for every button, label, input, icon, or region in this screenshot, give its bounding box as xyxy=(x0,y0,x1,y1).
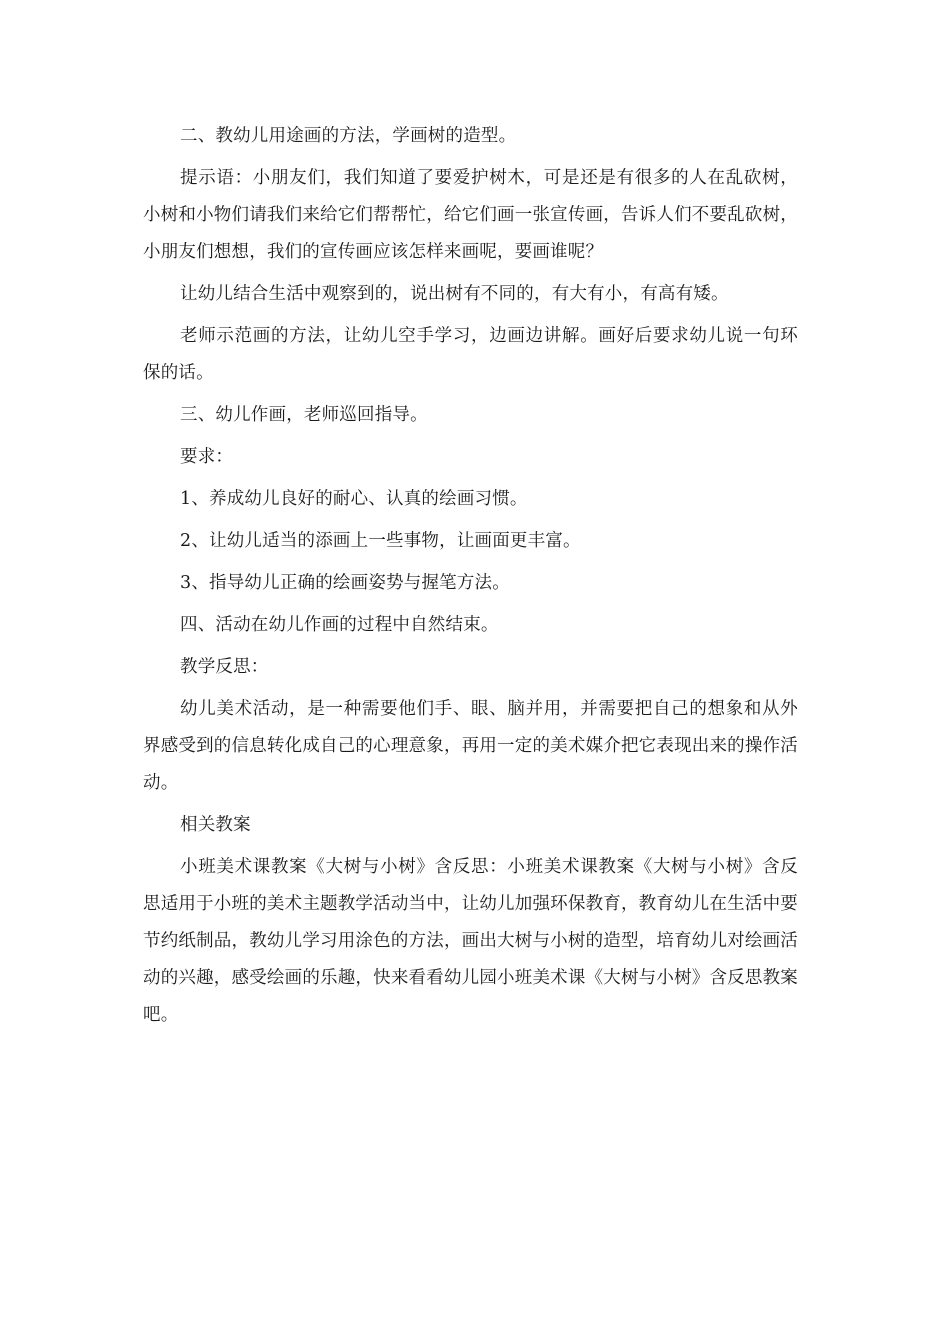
requirements-label: 要求： xyxy=(180,447,234,467)
prompt-paragraph: 提示语：小朋友们，我们知道了要爱护树木，可是还是有很多的人在乱砍树，小树和小物们请我们来给它们帮帮忙，给它们画一张宣传画，告诉人们不要乱砍树，小朋友们想想，我们的宣传画应该怎样来画呢，要画谁呢？ xyxy=(143,168,798,262)
section-heading-2: 二、教幼儿用途画的方法，学画树的造型。 xyxy=(180,126,517,146)
requirement-item-2: 2、让幼儿适当的添画上一些事物，让画面更丰富。 xyxy=(180,531,581,551)
related-plans-heading: 相关教案 xyxy=(180,815,251,835)
reflection-label: 教学反思： xyxy=(180,657,269,677)
requirement-item-1: 1、养成幼儿良好的耐心、认真的绘画习惯。 xyxy=(180,489,528,509)
related-plan-summary: 小班美术课教案《大树与小树》含反思：小班美术课教案《大树与小树》含反思适用于小班的美术主题教学活动当中，让幼儿加强环保教育，教育幼儿在生活中要节约纸制品，教幼儿学习用涂色的方法，画出大树与小树的造型，培育幼儿对绘画活动的兴趣，感受绘画的乐趣，快来看看幼儿园小班美术课《大树与小树》含反思教案吧。 xyxy=(143,857,798,1025)
demonstration-paragraph: 老师示范画的方法，让幼儿空手学习，边画边讲解。画好后要求幼儿说一句环保的话。 xyxy=(143,326,798,383)
observation-paragraph: 让幼儿结合生活中观察到的，说出树有不同的，有大有小，有高有矮。 xyxy=(180,284,729,304)
section-heading-3: 三、幼儿作画，老师巡回指导。 xyxy=(180,405,428,425)
reflection-paragraph: 幼儿美术活动，是一种需要他们手、眼、脑并用，并需要把自己的想象和从外界感受到的信息转化成自己的心理意象，再用一定的美术媒介把它表现出来的操作活动。 xyxy=(143,699,798,793)
section-heading-4: 四、活动在幼儿作画的过程中自然结束。 xyxy=(180,615,499,635)
requirement-item-3: 3、指导幼儿正确的绘画姿势与握笔方法。 xyxy=(180,573,510,593)
document-page xyxy=(143,118,798,1039)
